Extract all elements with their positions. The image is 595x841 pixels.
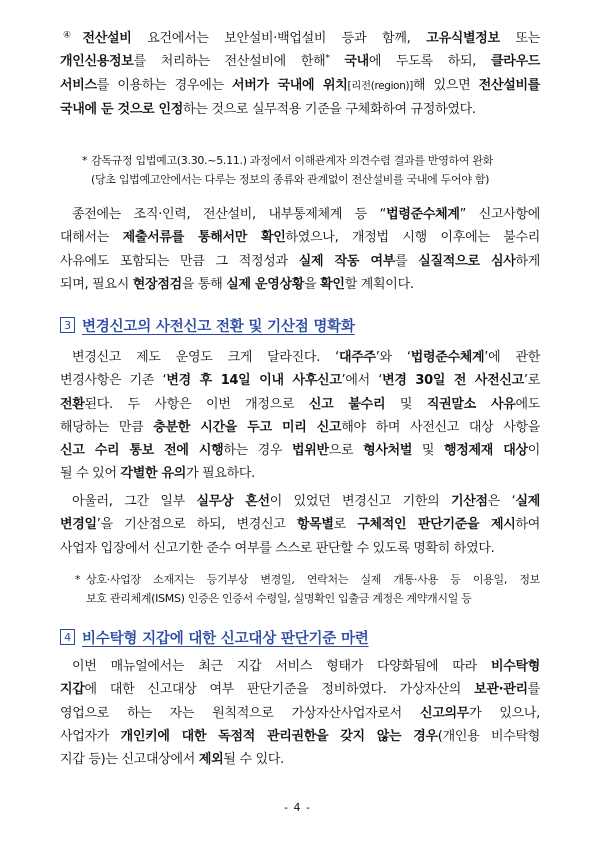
text-run: 될 수 있어 [60, 466, 121, 482]
bold-text-run: 형사처벌 [363, 443, 413, 459]
text-run: 해야 하며 사전신고 대상 사항을 [341, 419, 541, 435]
text-run: 하여 [515, 517, 541, 533]
text-run: 를 [395, 253, 419, 269]
text-run: ’와 ‘ [375, 350, 411, 365]
bold-text-run: 고유식별정보 [426, 31, 500, 46]
text-run: 변경신고 제도 운영도 크게 달라진다. ‘ [72, 350, 339, 365]
bold-text-run: 제출서류를 통해서만 확인 [122, 230, 286, 246]
text-run: 감독규정 입법예고(3.30.~5.11.) 과정에서 이해관계자 의견수렴 결과를 반영하여 완화 [91, 154, 494, 167]
footnote-body [91, 152, 540, 189]
text-run: ’을 기산점으로 하되, 변경신고 [96, 517, 297, 533]
text-run: 를 처리하는 전산설비에 한해 [133, 54, 326, 70]
paragraph-unhosted-wallet [60, 655, 540, 771]
bold-text-run: 전산설비를 [478, 77, 540, 93]
bold-text-run: 확인 [320, 276, 345, 292]
text-run: 이 [527, 443, 540, 459]
text-run: 상호·사업장 소재지는 등기부상 변경일, 연락처는 실제 개통·사용 등 이용일, 정보 [86, 573, 540, 586]
text-run: 하는 경우 [223, 443, 292, 459]
superscript-mark: ④ [63, 30, 83, 41]
bold-text-run: 변경 후 14일 이내 사후신고 [166, 373, 342, 389]
text-run: (개인용 비수탁형 [437, 728, 540, 744]
text-run: 가 필요하다. [186, 466, 256, 482]
text-run: 을 통해 [181, 276, 227, 292]
text-run: 해 있으면 [413, 77, 479, 93]
text-line [86, 590, 540, 609]
text-line [60, 513, 540, 536]
bold-text-run: 서버가 국내에 위치 [232, 77, 348, 93]
bold-text-run: 지갑 [60, 682, 85, 698]
bold-text-run: 행정제재 대상 [443, 443, 528, 459]
text-line [91, 152, 540, 171]
bold-text-run: 개인신용정보 [60, 54, 134, 70]
superscript-mark: * [325, 53, 330, 64]
bold-text-run: 서비스 [60, 77, 97, 93]
text-line [60, 439, 540, 462]
text-run: 에도 [515, 396, 540, 412]
text-run: 요건에서는 보안설비·백업설비 등과 함께, [131, 31, 427, 46]
text-run: 및 [412, 443, 444, 459]
text-line [60, 98, 540, 121]
text-run: 은 ‘ [487, 494, 516, 509]
text-run: 보호 관리체계(ISMS) 인증은 인증서 수령일, 실명확인 입출금 계정은 계약개시일 등 [86, 591, 472, 605]
bold-text-run: 법위반 [291, 443, 329, 459]
text-run: 을 [304, 276, 321, 292]
bold-text-run: 개인키에 대한 독점적 관리권한을 갖지 않는 경우 [120, 728, 438, 744]
text-run [329, 54, 344, 69]
text-line [60, 748, 540, 771]
bold-text-run: 신고 수리 통보 전에 시행 [60, 443, 224, 459]
text-line [60, 702, 540, 725]
text-line [60, 203, 540, 226]
text-line [86, 571, 540, 590]
section-number-box: 4 [60, 629, 75, 645]
text-run: 하게 [515, 253, 540, 269]
section-title: 비수탁형 지갑에 대한 신고대상 판단기준 마련 [82, 630, 369, 647]
text-line [60, 273, 540, 296]
text-run: 대해서는 [60, 230, 123, 246]
text-line [60, 50, 540, 73]
text-run: ” 신고사항에 [459, 207, 540, 222]
text-run: 를 이용하는 경우에는 [96, 77, 233, 93]
text-line [60, 490, 540, 513]
text-run: 가 있으나, [469, 705, 540, 721]
text-run: 로 [333, 517, 358, 533]
text-run: 및 [385, 396, 427, 412]
bold-text-run: 대주주 [338, 350, 376, 365]
bold-text-run: 법령준수체계 [386, 207, 460, 222]
bold-text-run: 실무상 혼선 [196, 494, 270, 509]
text-run: 된다. 두 사항은 이번 개정으로 [84, 396, 309, 412]
bold-text-run: 변경 30일 전 사전신고 [382, 373, 524, 389]
bold-text-run: 국내 [344, 54, 369, 70]
bold-text-run: 전환 [60, 396, 85, 412]
text-run: 할 계획이다. [344, 276, 414, 292]
bold-text-run: 신고의무 [420, 705, 470, 721]
bold-text-run: 실제 운영상황 [226, 276, 305, 292]
bold-text-run: 각별한 유의 [120, 466, 187, 482]
footnote-regulation-notice [82, 152, 540, 189]
paragraph-change-reporting [60, 346, 540, 486]
text-run: 이번 매뉴얼에서는 최근 지갑 서비스 형태가 다양화됨에 따라 [72, 659, 491, 674]
bold-text-run: 기산점 [451, 494, 488, 509]
text-run: 를 [527, 682, 540, 698]
bold-text-run: 변경일 [60, 517, 97, 533]
section-heading-4 [60, 625, 540, 649]
text-run: 지갑 등)는 신고대상에서 [60, 752, 199, 768]
text-run: 으로 [328, 443, 364, 459]
text-run: (당초 입법예고안에서는 다루는 정보의 종류와 관계없이 전산설비를 국내에 두어야 함) [91, 172, 490, 186]
bold-text-run: 전산설비 [82, 31, 132, 46]
bold-text-run: 실제 작동 여부 [298, 253, 396, 269]
text-run: 사유에도 포함되는 만큼 그 적정성과 [60, 253, 299, 269]
section-title: 변경신고의 사전신고 전환 및 기산점 명확화 [82, 318, 355, 335]
text-line [60, 346, 540, 369]
bold-text-run: 실질적으로 심사 [418, 253, 516, 269]
text-line [60, 655, 540, 678]
text-run: 이 있었던 변경신고 기한의 [269, 494, 451, 509]
bold-text-run: 신고 불수리 [308, 396, 386, 412]
bold-text-run: 비수탁형 [490, 659, 540, 674]
bold-text-run: 클라우드 [490, 54, 540, 70]
text-line [60, 74, 540, 98]
text-run: 될 수 있다. [223, 752, 284, 768]
text-line [60, 250, 540, 273]
text-run: 영업으로 하는 자는 원칙적으로 가상자산사업자로서 [60, 705, 421, 721]
text-line [60, 678, 540, 701]
text-run: 또는 [499, 31, 540, 46]
text-run: 에 대한 신고대상 여부 판단기준을 정비하였다. 가상자산의 [84, 682, 475, 698]
text-line [60, 27, 540, 50]
text-run: 하였으나, 개정법 시행 이후에는 불수리 [285, 230, 540, 246]
text-line [60, 462, 540, 485]
bold-text-run: 구체적인 판단기준을 제시 [357, 517, 516, 533]
text-run: 하는 것으로 실무적용 기준을 구체화하여 규정하였다. [183, 101, 476, 117]
text-line [60, 393, 540, 416]
text-line [60, 369, 540, 392]
text-line [60, 226, 540, 249]
footnote-body [86, 571, 540, 608]
text-run: ’에서 ‘ [341, 373, 383, 389]
paragraph-start-date [60, 490, 540, 560]
text-run: 되며, 필요시 [60, 276, 133, 292]
paragraph-it-equipment-requirement [60, 27, 540, 121]
text-run: 변경사항은 기존 ‘ [60, 373, 167, 389]
footnote-marker: * [82, 154, 88, 167]
footnote-start-date-criteria [75, 571, 540, 608]
footnote-marker: * [75, 573, 81, 586]
text-run: 종전에는 조직·인력, 전산설비, 내부통제체계 등 “ [72, 207, 387, 222]
text-run: 에 두도록 하되, [368, 54, 491, 70]
bold-text-run: 충분한 시간을 두고 미리 신고 [153, 419, 342, 435]
bold-text-run: 국내에 둔 것으로 인정 [60, 101, 183, 117]
text-run: ’에 관한 [484, 350, 540, 365]
bold-text-run: 보관·관리 [474, 682, 528, 698]
bold-text-run: 직권말소 사유 [426, 396, 516, 412]
page-number: - 4 - [284, 801, 311, 814]
text-run: ’로 [523, 373, 541, 389]
bold-text-run: 법령준수체계 [410, 350, 485, 365]
text-line [60, 537, 540, 560]
text-line [91, 171, 540, 190]
section-heading-3 [60, 313, 540, 337]
paragraph-compliance-review [60, 203, 540, 296]
text-line [60, 416, 540, 439]
section-number-box: 3 [60, 317, 75, 333]
bold-text-run: 현장점검 [132, 276, 182, 292]
text-line [60, 725, 540, 748]
bold-text-run: 제외 [198, 752, 224, 768]
text-run: 아울러, 그간 일부 [72, 494, 197, 509]
text-run: [리전(region)] [347, 79, 414, 92]
text-run: 해당하는 만큼 [60, 419, 154, 435]
bold-text-run: 실제 [515, 494, 541, 509]
text-run: 사업자가 [60, 728, 121, 744]
text-run: 사업자 입장에서 신고기한 준수 여부를 스스로 판단할 수 있도록 명확히 하였다. [60, 540, 495, 556]
bold-text-run: 항목별 [296, 517, 334, 533]
